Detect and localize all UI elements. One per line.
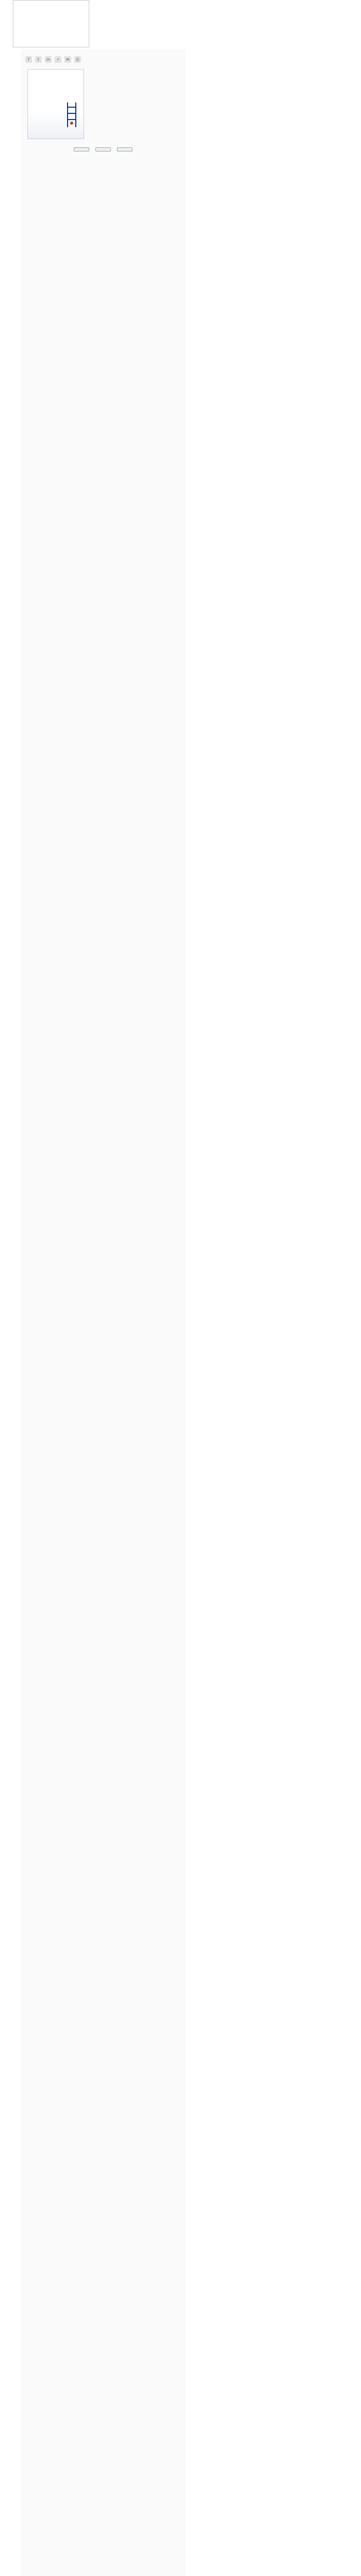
- tag-tyranny-of-meritocracy[interactable]: [117, 147, 133, 151]
- tag-generation-z[interactable]: [95, 147, 111, 151]
- twitter-icon[interactable]: t: [35, 56, 42, 63]
- ladder-figure-icon: [65, 103, 78, 127]
- reddit-icon[interactable]: r: [55, 56, 61, 63]
- facebook-icon[interactable]: f: [25, 56, 32, 63]
- print-icon[interactable]: ⎙: [74, 56, 81, 63]
- article-body: [25, 69, 181, 139]
- linkedin-icon[interactable]: in: [45, 56, 52, 63]
- article-page: [21, 49, 186, 2576]
- tag-list: [36, 147, 170, 151]
- hero-image-alt-text: [13, 0, 89, 47]
- tag-income-inequality[interactable]: [74, 147, 89, 151]
- share-bar: [25, 56, 181, 63]
- book-cover-image: [27, 69, 84, 139]
- email-icon[interactable]: ✉: [64, 56, 71, 63]
